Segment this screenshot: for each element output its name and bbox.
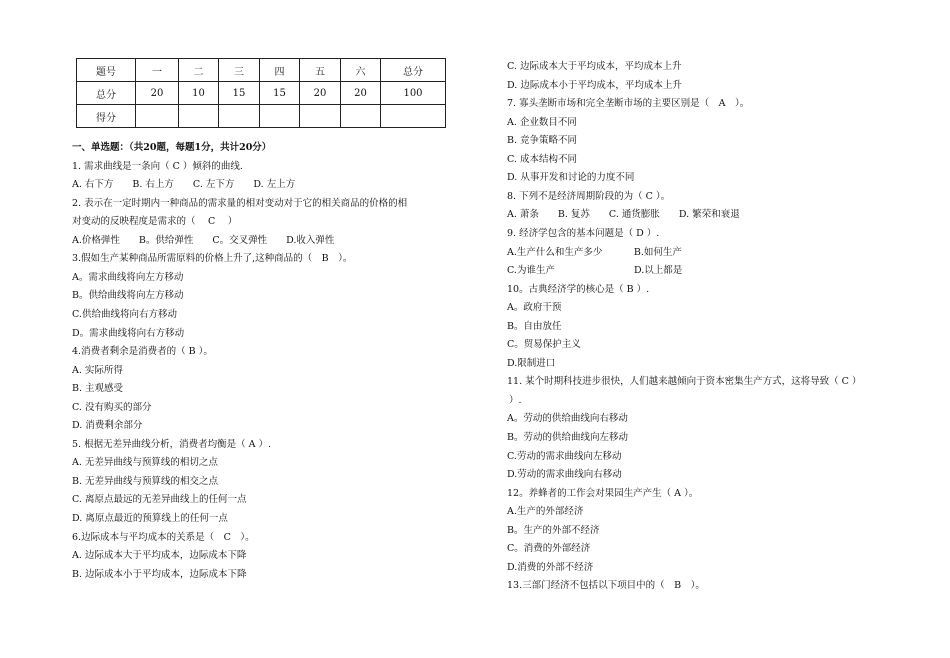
score-cell: 20 xyxy=(136,82,179,105)
question-line: 9. 经济学包含的基本问题是（ D ）. xyxy=(507,227,660,239)
question-line: D. 消费剩余部分 xyxy=(72,420,143,432)
question-line: D.劳动的需求曲线向右移动 xyxy=(507,469,622,481)
question-line: C.为谁生产 D.以上都是 xyxy=(507,265,683,277)
score-input-cell xyxy=(381,105,446,128)
score-row-header xyxy=(77,59,446,82)
question-line: 10。古典经济学的核心是（ B ）. xyxy=(507,283,650,295)
question-line: 1. 需求曲线是一条向（ C ）倾斜的曲线. xyxy=(72,160,243,172)
question-line: C.劳动的需求曲线向左移动 xyxy=(507,450,622,462)
score-cell: 六 xyxy=(341,59,381,82)
score-input-cell xyxy=(136,105,179,128)
question-line: B. 主观感受 xyxy=(72,383,124,395)
question-line: 4.消费者剩余是消费者的（ B ）。 xyxy=(72,346,213,358)
question-line: 3.假如生产某种商品所需原料的价格上升了,这种商品的（ B ）。 xyxy=(72,253,353,265)
question-line: B. 边际成本小于平均成本，边际成本下降 xyxy=(72,568,247,580)
question-line: A. 右下方 B. 右上方 C. 左下方 D. 左上方 xyxy=(72,179,296,191)
score-cell: 总分 xyxy=(381,59,446,82)
question-line: A. 无差异曲线与预算线的相切之点 xyxy=(72,457,218,469)
score-cell: 10 xyxy=(179,82,219,105)
score-cell: 四 xyxy=(260,59,300,82)
question-line: A.价格弹性 B。供给弹性 C。交叉弹性 D.收入弹性 xyxy=(72,234,335,246)
question-line: ）. xyxy=(509,394,522,406)
score-cell: 20 xyxy=(300,82,341,105)
question-line: 6.边际成本与平均成本的关系是（ C ）。 xyxy=(72,531,255,543)
score-cell: 五 xyxy=(300,59,341,82)
question-line: D.限制进口 xyxy=(507,357,556,369)
question-line: B. 竞争策略不同 xyxy=(507,135,578,147)
question-line: A。需求曲线将向左方移动 xyxy=(72,271,184,283)
question-line: 对变动的反映程度是需求的（ C ） xyxy=(72,216,238,228)
question-line: B. 无差异曲线与预算线的相交之点 xyxy=(72,475,219,487)
question-line: D. 边际成本小于平均成本，平均成本上升 xyxy=(507,79,682,91)
score-cell: 得分 xyxy=(77,105,136,128)
question-line: D. 离原点最近的预算线上的任何一点 xyxy=(72,513,228,524)
score-input-cell xyxy=(179,105,219,128)
score-row-earned xyxy=(77,105,446,128)
question-line: C. 成本结构不同 xyxy=(507,153,577,165)
question-line: A。劳动的供给曲线向右移动 xyxy=(507,413,628,425)
question-line: B。劳动的供给曲线向左移动 xyxy=(507,432,628,443)
question-line: 13.三部门经济不包括以下项目中的（ B ）。 xyxy=(507,580,705,592)
question-line: C. 没有购买的部分 xyxy=(72,401,152,413)
question-line: C。贸易保护主义 xyxy=(507,339,581,351)
question-line: A. 萧条 B. 复苏 C. 通货膨胀 D. 繁荣和衰退 xyxy=(507,209,740,221)
score-table xyxy=(76,58,446,128)
score-cell: 15 xyxy=(219,82,260,105)
score-cell: 15 xyxy=(260,82,300,105)
score-cell: 题号 xyxy=(77,59,136,82)
score-input-cell xyxy=(341,105,381,128)
question-line: A。政府干预 xyxy=(507,302,562,314)
section-heading: 一、单选题：（共20题，每题1分，共计20分） xyxy=(72,142,272,153)
score-cell: 总分 xyxy=(77,82,136,105)
question-line: A. 边际成本大于平均成本，边际成本下降 xyxy=(72,550,247,562)
question-line: B。供给曲线将向左方移动 xyxy=(72,290,184,302)
score-input-cell xyxy=(300,105,341,128)
question-line: A.生产什么和生产多少 B.如何生产 xyxy=(507,246,682,258)
question-line: A. 企业数目不同 xyxy=(507,116,577,128)
score-row-total xyxy=(77,82,446,105)
question-line: 11. 某个时期科技进步很快，人们越来越倾向于资本密集生产方式，这将导致（ C ） xyxy=(507,376,862,388)
question-line: B。自由放任 xyxy=(507,320,562,332)
score-input-cell xyxy=(260,105,300,128)
question-line: D. 从事开发和讨论的力度不同 xyxy=(507,172,635,184)
score-cell: 二 xyxy=(179,59,219,82)
question-line: C. 边际成本大于平均成本，平均成本上升 xyxy=(507,61,682,72)
question-line: C. 离原点最远的无差异曲线上的任何一点 xyxy=(72,494,247,506)
score-cell: 100 xyxy=(381,82,446,105)
question-line: A.生产的外部经济 xyxy=(507,506,584,518)
question-line: 2. 表示在一定时期内一种商品的需求量的相对变动对于它的相关商品的价格的相 xyxy=(72,197,408,209)
question-line: B。生产的外部不经济 xyxy=(507,524,600,536)
question-line: 5. 根据无差异曲线分析，消费者均衡是（ A ）. xyxy=(72,438,272,450)
question-line: 7. 寡头垄断市场和完全垄断市场的主要区别是（ A ）。 xyxy=(507,98,750,110)
question-line: 8. 下列不是经济周期阶段的为（ C ）。 xyxy=(507,190,671,202)
question-line: 12。养蜂者的工作会对果园生产产生（ A ）。 xyxy=(507,487,699,499)
score-cell: 20 xyxy=(341,82,381,105)
question-line: C.供给曲线将向右方移动 xyxy=(72,308,177,320)
question-line: D.消费的外部不经济 xyxy=(507,561,594,573)
question-line: A. 实际所得 xyxy=(72,364,123,376)
score-input-cell xyxy=(219,105,260,128)
score-cell: 三 xyxy=(219,59,260,82)
question-line: D。需求曲线将向右方移动 xyxy=(72,327,185,339)
score-cell: 一 xyxy=(136,59,179,82)
question-line: C。消费的外部经济 xyxy=(507,543,591,555)
